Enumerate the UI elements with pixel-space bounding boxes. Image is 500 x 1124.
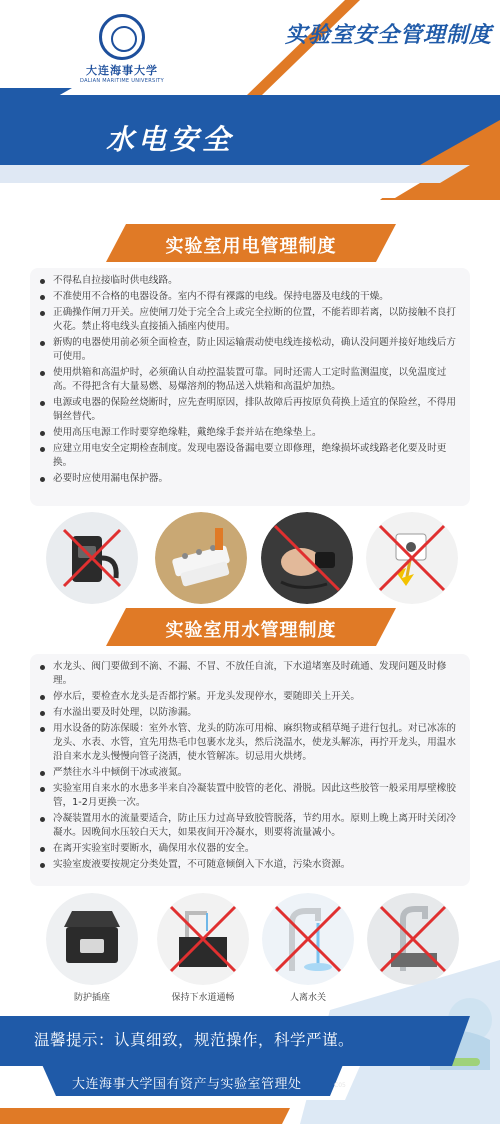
electric-rule-item: 电源或电器的保险丝烧断时，应先查明原因，排队故障后再按原负荷换上适宜的保险丝，不得用铜丝替代。 xyxy=(38,396,462,424)
caption-protective-socket: 防护插座 xyxy=(73,993,110,1003)
electric-rule-item: 必要时应使用漏电保护器。 xyxy=(38,472,462,486)
water-rule-item: 停水后，要检查水龙头是否都拧紧。开龙头发现停水，要随即关上开关。 xyxy=(38,690,462,704)
section-title: 水电安全 xyxy=(106,123,235,156)
electric-rules-list xyxy=(30,268,470,486)
logo-name: 大连海事大学 xyxy=(86,64,158,77)
electric-rule-item: 应建立用电安全定期检查制度。发现电器设备漏电要立即修理，绝缘损坏或线路老化要及时更换。 xyxy=(38,442,462,470)
water-rules-panel xyxy=(30,654,470,886)
overloaded-power-strip-icon xyxy=(155,512,247,604)
water-rule-item: 冷凝装置用水的流量要适合，防止压力过高导致胶管脱落，节约用水。原则上晚上离开时关闭冷凝水。因晚间水压较白天大，如果夜间开冷凝水，则要将流量减小。 xyxy=(38,812,462,840)
water-rule-item: 实验室废液要按规定分类处置，不可随意倾倒入下水道，污染水资源。 xyxy=(38,858,462,872)
electric-rule-item: 不准使用不合格的电器设备。室内不得有裸露的电线。保持电器及电线的干燥。 xyxy=(38,290,462,304)
wet-hands-on-plug-icon xyxy=(261,512,353,604)
university-logo xyxy=(76,14,168,84)
caption-clear-drain: 保持下水道通畅 xyxy=(171,993,235,1003)
reminder-tip: 温馨提示：认真细致，规范操作，科学严谨。 xyxy=(34,1031,355,1049)
electric-rule-item: 新购的电器使用前必须全面检查，防止因运输震动使电线连接松动，确认没问题并接好地线后方可使用。 xyxy=(38,336,462,364)
sparking-wire-icon xyxy=(366,512,458,604)
water-rule-item: 在离开实验室时要断水，确保用水仪器的安全。 xyxy=(38,842,462,856)
water-rule-item: 有水溢出要及时处理，以防渗漏。 xyxy=(38,706,462,720)
electric-rule-item: 使用烘箱和高温炉时，必须确认自动控温装置可靠。同时还需人工定时监测温度，以免温度过高。不得把含有大量易燃、易爆溶剂的物品送入烘箱和高温炉加热。 xyxy=(38,366,462,394)
university-seal-icon xyxy=(99,14,145,60)
electric-rule-item: 不得私自拉接临时供电线路。 xyxy=(38,274,462,288)
unplugged-socket-icon xyxy=(46,512,138,604)
electric-rule-item: 正确操作闸刀开关。应使闸刀处于完全合上或完全拉断的位置，不能若即若离，以防接触不良打火花。禁止将电线头直接插入插座内使用。 xyxy=(38,306,462,334)
water-rule-item: 实验室用自来水的水患多半来自冷凝装置中胶管的老化、滑脱。因此这些胶管一般采用厚壁橡胶管，1-2月更换一次。 xyxy=(38,782,462,810)
electric-rules-panel xyxy=(30,268,470,506)
document-title: 实验室安全管理制度 xyxy=(284,23,492,48)
water-rules-list xyxy=(30,654,470,872)
logo-english-name: DALIAN MARITIME UNIVERSITY xyxy=(80,78,164,84)
caption-faucet-off: 人离水关 xyxy=(289,993,326,1003)
footer-organization: 大连海事大学国有资产与实验室管理处 xyxy=(72,1077,302,1092)
electric-rule-item: 使用高压电源工作时要穿绝缘鞋，戴绝缘手套并站在绝缘垫上。 xyxy=(38,426,462,440)
page-code: C05 xyxy=(334,1082,346,1089)
water-banner-title: 实验室用水管理制度 xyxy=(165,620,337,641)
electric-banner-title: 实验室用电管理制度 xyxy=(165,236,337,257)
water-rule-item: 用水设备的防冻保暖：室外水管、龙头的防冻可用棉、麻织物或稻草绳子进行包扎。对已冰冻的龙头、水表、水管，宜先用热毛巾包裹水龙头，然后浇温水，使龙头解冻，再拧开龙头，用温水沿自来水龙头慢慢向管子浇洒，使水管解冻。切忌用火烘烤。 xyxy=(38,722,462,764)
water-rule-item: 严禁往水斗中倾倒干冰或液氮。 xyxy=(38,766,462,780)
water-rule-item: 水龙头、阀门要做到不滴、不漏、不冒、不放任自流，下水道堵塞及时疏通、发现问题及时修理。 xyxy=(38,660,462,688)
